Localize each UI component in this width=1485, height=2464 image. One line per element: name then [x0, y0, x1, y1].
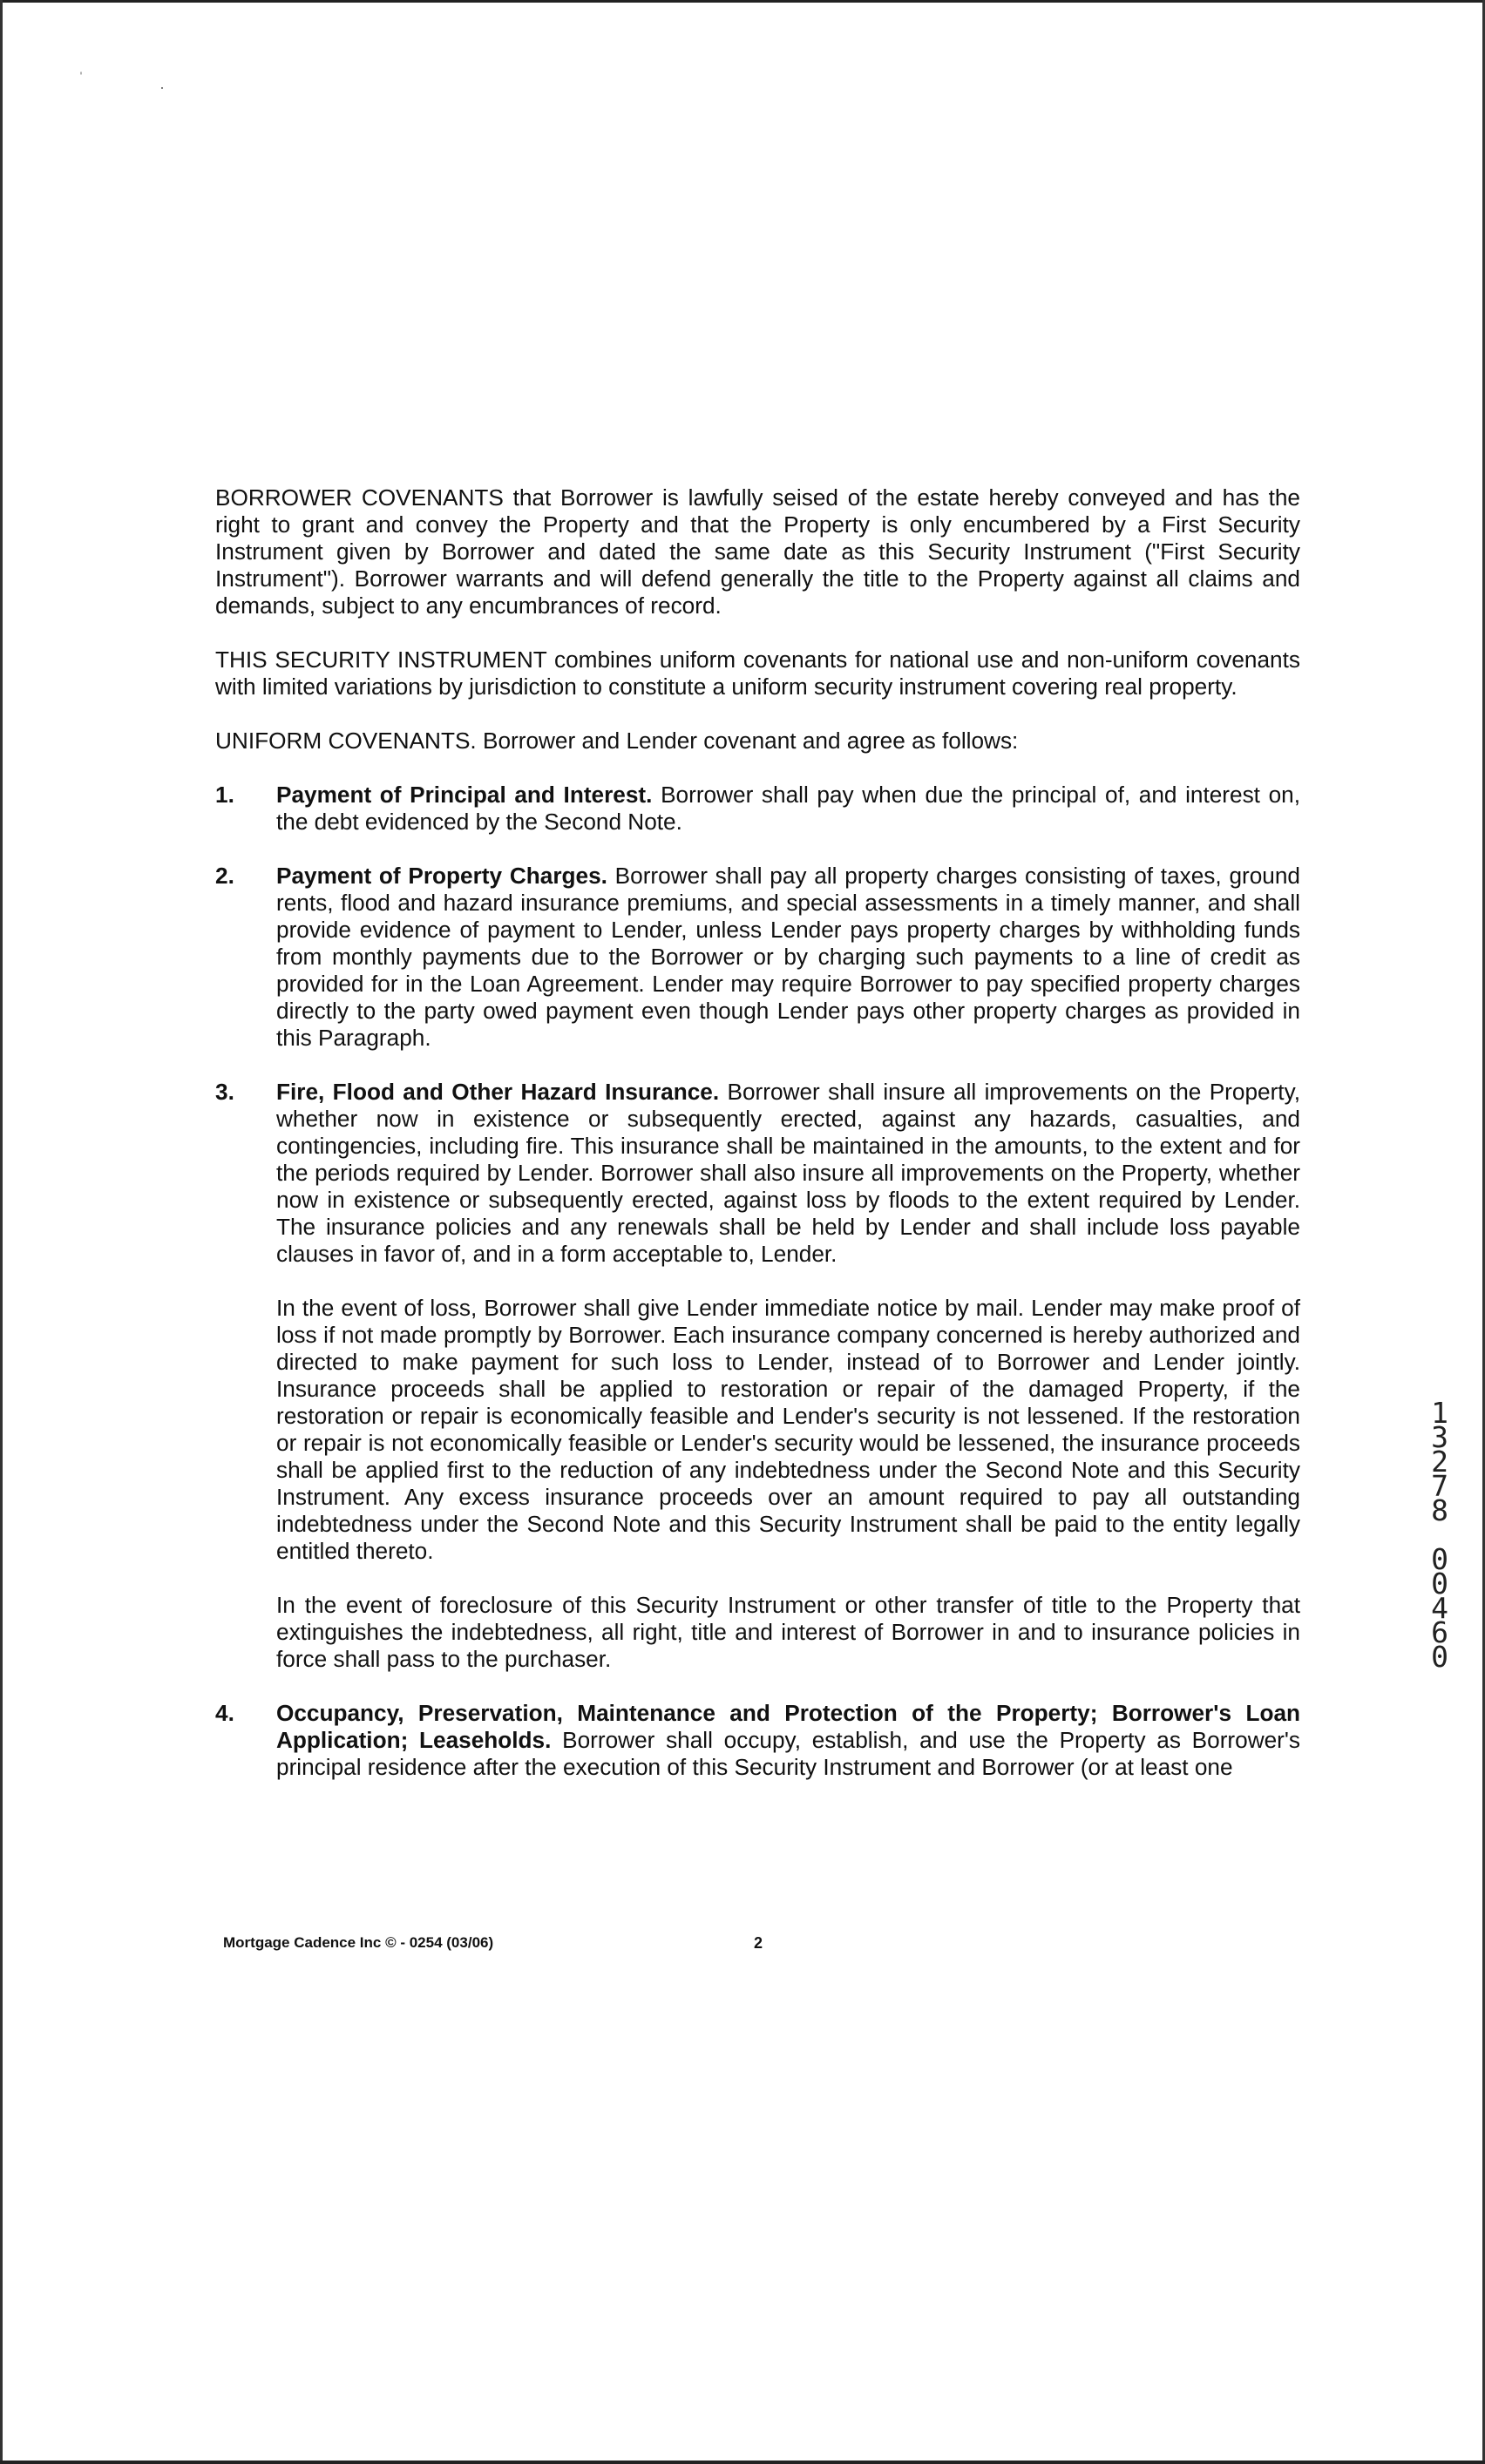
page-border-left [0, 0, 3, 2464]
item-number: 2. [215, 863, 234, 889]
item-paragraph: In the event of foreclosure of this Security Instrument or other transfer of title to the Property that extinguishes the indebtedness, all right, title and interest of Borrower in and to insurance policies in force shall pass to the purchaser. [276, 1592, 1300, 1672]
item-body: Borrower shall pay when due the principal of, and interest on, the debt evidenced by the Second Note. [276, 782, 1300, 835]
stamp-digit: 4 [1431, 1591, 1448, 1625]
item-heading: Payment of Property Charges. [276, 863, 607, 889]
item-heading: Payment of Principal and Interest. [276, 782, 653, 808]
stamp-digit: 8 [1431, 1493, 1448, 1527]
uniform-covenants-paragraph: UNIFORM COVENANTS. Borrower and Lender covenant and agree as follows: [215, 728, 1019, 754]
item-number: 3. [215, 1079, 234, 1105]
item-number: 4. [215, 1700, 234, 1726]
item-body: Borrower shall pay all property charges consisting of taxes, ground rents, flood and hazard insurance premiums, and special assessments in a timely manner, and shall provide evidence of payment to Lender, unless Lender pays property charges by withholding funds from monthly payments due to the Borrower or by charging such payments to a line of credit as provided for in the Loan Agreement. Lender may require Borrower to pay specified property charges directly to the party owed payment even though Lender pays other property charges as provided in this Paragraph. [276, 863, 1300, 1051]
item-number: 1. [215, 782, 234, 808]
page-border-top [0, 0, 1485, 3]
covenant-item-2 [215, 863, 1300, 1052]
covenant-item-1 [215, 782, 1300, 836]
stamp-digit: 3 [1431, 1420, 1448, 1454]
recording-number-stamp [1427, 1396, 1453, 1674]
footer-publisher: Mortgage Cadence Inc © - 0254 (03/06) [223, 1934, 494, 1951]
item-paragraph: In the event of loss, Borrower shall give Lender immediate notice by mail. Lender may make proof of loss if not made promptly by Borrower. Each insurance company concerned is hereby authorized and directed to make payment for such loss to Lender, instead of to Borrower and Lender jointly. Insurance proceeds shall be applied to restoration or repair of the damaged Property, if the restoration or repair is economically feasible and Lender's security is not lessened. If the restoration or repair is not economically feasible or Lender's security would be lessened, the insurance proceeds shall be applied first to the reduction of any indebtedness under the Second Note and this Security Instrument. Any excess insurance proceeds over an amount required to pay all outstanding indebtedness under the Second Note and this Security Instrument shall be paid to the entity legally entitled thereto. [276, 1295, 1300, 1564]
document-body [215, 484, 1300, 1808]
stamp-digit: 7 [1431, 1469, 1448, 1503]
borrower-covenants-paragraph: BORROWER COVENANTS that Borrower is lawfully seised of the estate hereby conveyed and has the right to grant and convey the Property and that the Property is only encumbered by a First Security Instrument given by Borrower and dated the same date as this Security Instrument ("First Security Instrument"). Borrower warrants and will defend generally the title to the Property against all claims and demands, subject to any encumbrances of record. [215, 484, 1300, 619]
covenant-item-3 [215, 1079, 1300, 1673]
page-number: 2 [754, 1934, 763, 1952]
stamp-digit: 1 [1431, 1396, 1448, 1430]
page-border-bottom [0, 2461, 1485, 2464]
item-body: Borrower shall insure all improvements on the Property, whether now in existence or subsequently erected, against any hazards, casualties, and contingencies, including fire. This insurance shall be maintained in the amounts, to the extent and for the periods required by Lender. Borrower shall also insure all improvements on the Property, whether now in existence or subsequently erected, against loss by floods to the extent required by Lender. The insurance policies and any renewals shall be held by Lender and shall include loss payable clauses in favor of, and in a form acceptable to, Lender. [276, 1079, 1301, 1267]
stamp-digit: 0 [1431, 1567, 1448, 1601]
security-instrument-paragraph: THIS SECURITY INSTRUMENT combines uniform covenants for national use and non-uniform covenants with limited variations by jurisdiction to constitute a uniform security instrument covering real property. [215, 646, 1300, 700]
stamp-digit: 2 [1431, 1445, 1448, 1479]
item-body: Borrower shall occupy, establish, and use the Property as Borrower's principal residence after the execution of this Security Instrument and Borrower (or at least one [276, 1727, 1300, 1780]
stamp-digit: 6 [1431, 1615, 1448, 1649]
stamp-digit: 0 [1431, 1640, 1448, 1674]
scan-speck: · [159, 78, 165, 96]
covenant-item-4 [215, 1700, 1300, 1781]
item-heading: Fire, Flood and Other Hazard Insurance. [276, 1079, 720, 1105]
stamp-digit: 0 [1431, 1542, 1448, 1576]
item-heading: Occupancy, Preservation, Maintenance and Protection of the Property; Borrower's Loan Application; Leaseholds. [276, 1700, 1300, 1753]
scan-speck: ˈ [78, 70, 84, 87]
